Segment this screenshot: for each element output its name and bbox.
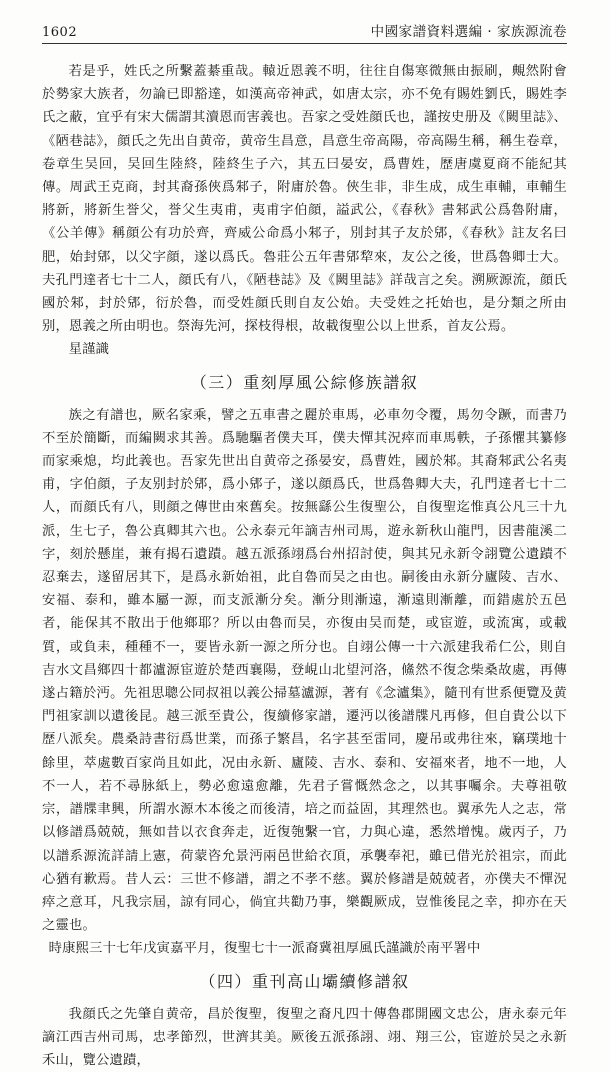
page-body [42, 60, 567, 1072]
section-b-title: （三）重刻厚風公綜修族譜叙 [190, 372, 419, 392]
section-b-paragraph: 族之有譜也，厥名家乘，譬之五車書之麗於車馬，必車勿令覆，馬勿令蹶，而書乃不至於簡斷，而編闕求其善。爲馳驅者僕夫耳，僕夫憚其況瘁而車馬軼，子孫懼其纂修而家乘熄，均此義也。吾家先世出自黄帝之孫晏安，爲曹姓，國於邾。其裔邾武公名夷甫，字伯顔，子友别封於郳，爲小郳子，遂以顔爲氏，世爲魯卿大夫，孔門達者七十二人，而顔氏有八，則顔之傳世由來舊矣。按無繇公生復聖公，自復聖迄惟真公凡三十九派，生七子，魯公真卿其六也。公永泰元年謫吉州司馬，遊永新秋山龍門，因書龍溪二字，刻於懸崖，兼有揭石遺蹟。越五派孫翊爲台州招討使，與其兄永新令詡覽公遺蹟不忍棄去，遂留居其下，是爲永新始祖，此自魯而吴之由也。嗣後由永新分廬陵、吉水、安福、泰和，雖本屬一源，而支派漸分矣。漸分則漸遠，漸遠則漸離，而錯處於五邑者，能保其不散出于他鄉耶？所以由魯而吴，亦復由吴而楚，或宦遊，或流寓，或載質，或負耒，種種不一，要皆永新一源之所分也。自翊公傳一十六派建我希仁公，則自吉水文昌鄉四十都瀘源宦遊於楚西襄陽，登峴山北望河洛，鯈然不復念柴桑故處，再傳遂占籍於沔。先祖思聰公同叔祖以義公掃墓瀘源，著有《念瀘集》，隨刊有世系便覽及黄門祖家訓以遺後昆。越三派至貴公，復續修家譜，遷沔以後譜牒凡再修，但自貴公以下歷八派矣。農桑詩書衍爲世業，而孫子繁昌，名字甚至雷同，慶吊或弗往來，竊璞地十餘里，萃處數百家尚且如此，况由永新、廬陵、吉水、泰和、安福來者，地不一地，人不一人，若不尋脉紙上，勢必愈遠愈離，先君子嘗慨然念之，以其事囑余。夫尊祖敬宗，譜牒聿興，所謂水源木本後之而後清，培之而益固，其理然也。翼承先人之志，常以修譜爲兢兢，無如昔以衣食奔走，近復匏繫一官，力與心違，悉然增愧。歲丙子，乃以譜系源流詳請上憲，荷蒙咨允景沔兩邑世給衣頂，承襲奉祀，雖已借光於祖宗，而此心猶有歉焉。昔人云：三世不修譜，謂之不孝不慈。翼於修譜是兢兢者，亦僕夫不憚況瘁之意耳，凡我宗屆，諒有同心，倘宜共勸乃事，樂觀厥成，豈惟後昆之幸，抑亦在天之靈也。 [42, 407, 567, 934]
section-c-paragraph: 我顔氏之先肇自黄帝，昌於復聖，復聖之裔凡四十傳魯郡開國文忠公，唐永泰元年謫江西吉州司馬，忠孝節烈，世濟其美。厥後五派孫詡、翊、翔三公，宦遊於吴之永新禾山，覽公遺蹟， [42, 1006, 567, 1068]
page-header [42, 14, 567, 44]
page-number: 1602 [42, 25, 78, 40]
section-b-signature: 時康熙三十七年戊寅嘉平月，復聖七十一派裔冀祖厚風氏謹識於南平署中 [48, 941, 481, 957]
section-a-signature: 星謹識 [68, 342, 110, 358]
section-a-paragraph: 若是乎，姓氏之所繫蓋綦重哉。轅近恩義不明，往往自傷寒微無由振刷，覥然附會於勢家大族者，勿論已即豁達，如漢高帝神武，如唐太宗，亦不免有賜姓劉氏，賜姓李氏之蔽，宜乎有宋大儒謂其瀆恩而害義也。吾家之受姓顔氏也，謹按史册及《闕里誌》、《陋巷誌》，顔氏之先出自黄帝，黄帝生昌意，昌意生帝高陽，帝高陽生稱，稱生卷章，卷章生吴回，吴回生陸終，陸終生子六，其五曰晏安，爲曹姓，歷唐虞夏商不能紀其傳。周武王克商，封其裔孫俠爲邾子，附庸於魯。俠生非，非生成，成生車輔，車輔生將新，將新生誉父，誉父生夷甫，夷甫字伯顔，謚武公，《春秋》書邾武公爲魯附庸，《公羊傳》稱顔公有功於齊，齊威公命爲小邾子，別封其子友於郳，《春秋》註友名曰肥，始封郳，以父字顔，遂以爲氏。魯莊公五年書郳犂來，友公之後，世爲魯卿士大。夫孔門達者七十二人，顔氏有八，《陋巷誌》及《闕里誌》詳哉言之矣。溯厥源流，顔氏國於邾，封於郳，衍於魯，而受姓顔氏則自友公始。夫受姓之托始也，是分類之所由别，恩義之所由明也。祭海先河，探枝得根，故載復聖公以上世系，首友公焉。 [42, 64, 567, 335]
section-c-title: （四）重刊高山壩續修譜叙 [199, 971, 410, 991]
running-title: 中國家譜資料選編 · 家族源流卷 [370, 24, 567, 40]
